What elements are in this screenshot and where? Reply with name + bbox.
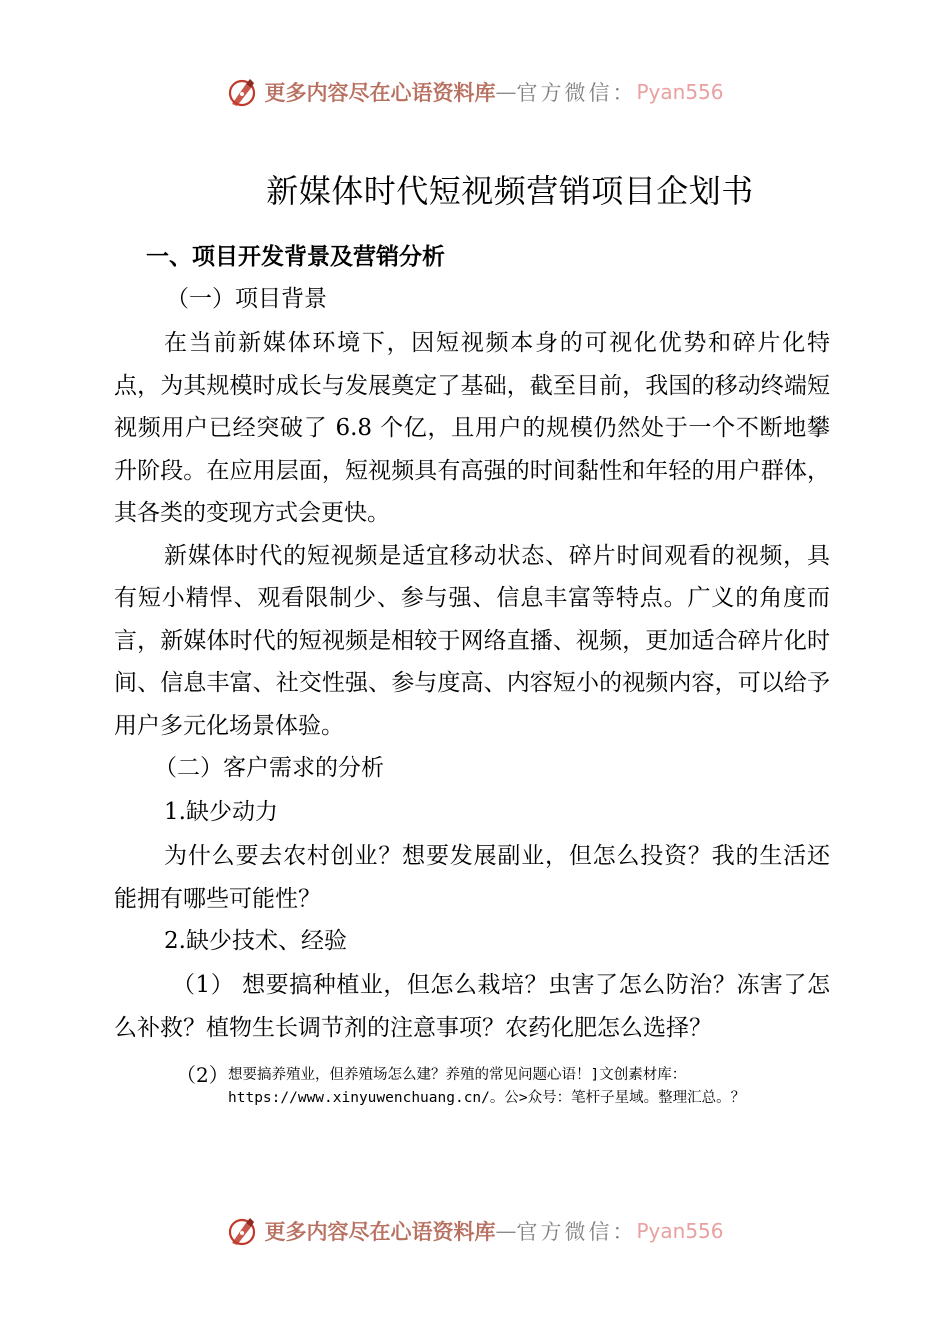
paragraph-2: 新媒体时代的短视频是适宜移动状态、碎片时间观看的视频，具有短小精悍、观看限制少、参与强、信息丰富等特点。广义的角度而言，新媒体时代的短视频是相较于网络直播、视频，更加适合碎片化时间、信息丰富、社交性强、参与度高、内容短小的视频内容，可以给予用户多元化场景体验。: [114, 542, 830, 739]
sub-item-2-label: （2）: [176, 1063, 229, 1087]
banner-wechat-id: Pyan556: [636, 1219, 724, 1243]
footer-banner: [0, 1211, 950, 1251]
document-title: 新媒体时代短视频营销项目企划书: [266, 172, 754, 210]
banner-separator: —: [495, 1219, 517, 1243]
section-1-heading: 一、项目开发背景及营销分析: [146, 244, 445, 270]
sub-item-1: （1） 想要搞种植业，但怎么栽培？虫害了怎么防治？冻害了怎么补救？植物生长调节剂的注意事项？农药化肥怎么选择？: [114, 972, 830, 1041]
header-banner: [0, 72, 950, 112]
banner-separator: —: [495, 80, 517, 104]
document-body: [114, 236, 830, 1049]
banner-main-text: 更多内容尽在心语资料库: [264, 80, 496, 105]
sub-item-2-text: [228, 1064, 745, 1110]
item-2-label: 2.缺少技术、经验: [164, 928, 347, 954]
sub-item-2-line-2[interactable]: https://www.xinyuwenchuang.cn/。公>众号：笔杆子星域。整理汇总。？: [228, 1090, 746, 1106]
pen-nib-circle-icon: [226, 76, 258, 108]
item-1-label: 1.缺少动力: [164, 799, 278, 825]
paragraph-1: 在当前新媒体环境下，因短视频本身的可视化优势和碎片化特点，为其规模时成长与发展奠定了基础，截至目前，我国的移动终端短视频用户已经突破了 6.8 个亿，且用户的规模仍然处于一个不断地攀升阶段。在应用层面，短视频具有高强的时间黏性和年轻的用户群体，其各类的变现方式会更快。: [114, 330, 830, 526]
banner-wechat-id: Pyan556: [636, 80, 724, 104]
sub-item-2-line-1: 想要搞养殖业，但养殖场怎么建？养殖的常见问题心语！]文创素材库：: [228, 1067, 687, 1083]
banner-main-text: 更多内容尽在心语资料库: [264, 1219, 496, 1244]
subsection-1-heading: （一）项目背景: [166, 286, 327, 312]
pen-nib-circle-icon: [226, 1215, 258, 1247]
banner-official-label: 官方微信：: [516, 81, 637, 105]
item-1-text: 为什么要去农村创业？想要发展副业，但怎么投资？我的生活还能拥有哪些可能性？: [114, 843, 830, 912]
subsection-2-heading: （二）客户需求的分析: [154, 755, 384, 781]
banner-official-label: 官方微信：: [516, 1220, 637, 1244]
